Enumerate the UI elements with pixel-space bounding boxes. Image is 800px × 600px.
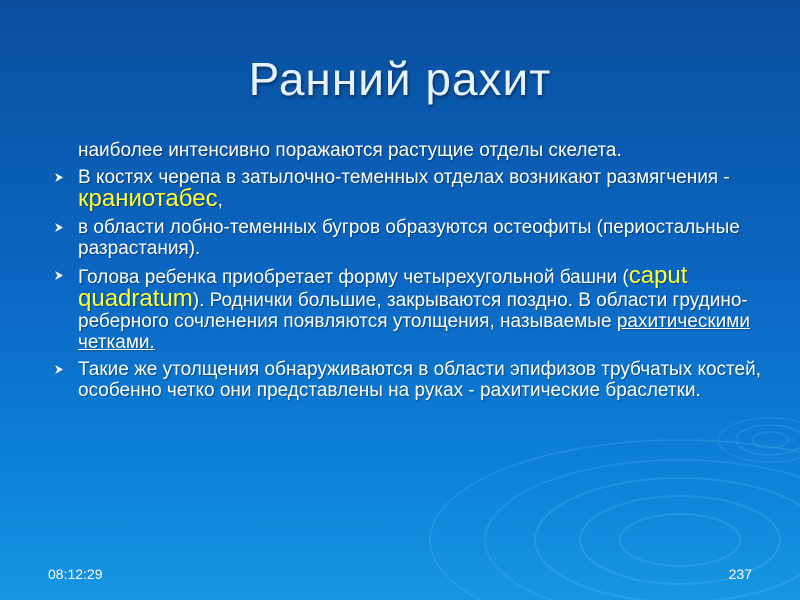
bullet-3-mid: ). Роднички большие, закрываются поздно. В области грудино-реберного сочленения появляются утолщения, называемые: [78, 290, 748, 332]
slide-body: [48, 140, 768, 407]
bullet-1-text: В костях черепа в затылочно-теменных отделах возникают размягчения -: [78, 167, 730, 188]
footer-time: 08:12:29: [48, 566, 103, 582]
intro-text: наиболее интенсивно поражаются растущие отделы скелета.: [78, 140, 622, 161]
bullet-item-2: [48, 217, 768, 259]
bullet-item-3: [48, 262, 768, 353]
bullet-1-post: ,: [217, 190, 223, 211]
intro-paragraph: [48, 140, 768, 161]
bullet-3-highlight: caput quadratum: [78, 262, 688, 312]
arrow-bullet-icon: [54, 217, 70, 237]
arrow-bullet-icon: [54, 167, 70, 187]
arrow-bullet-icon: [54, 359, 70, 379]
bullet-2-text: в области лобно-теменных бугров образуются остеофиты (периостальные разрастания).: [78, 217, 740, 259]
bullet-item-1: [48, 167, 768, 211]
page-number: 237: [728, 566, 752, 582]
bullet-3-text: Голова ребенка приобретает форму четырехугольной башни (: [78, 267, 629, 288]
slide-title: Ранний рахит: [248, 53, 552, 105]
arrow-bullet-icon: [54, 265, 70, 285]
bullet-1-highlight: краниотабес: [78, 185, 218, 212]
bullet-3-underlined: рахитическими четками.: [78, 311, 750, 353]
bullet-4-text: Такие же утолщения обнаруживаются в области эпифизов трубчатых костей, особенно четко они представлены на руках - рахитические браслетки.: [78, 359, 762, 401]
bullet-item-4: [48, 359, 768, 401]
